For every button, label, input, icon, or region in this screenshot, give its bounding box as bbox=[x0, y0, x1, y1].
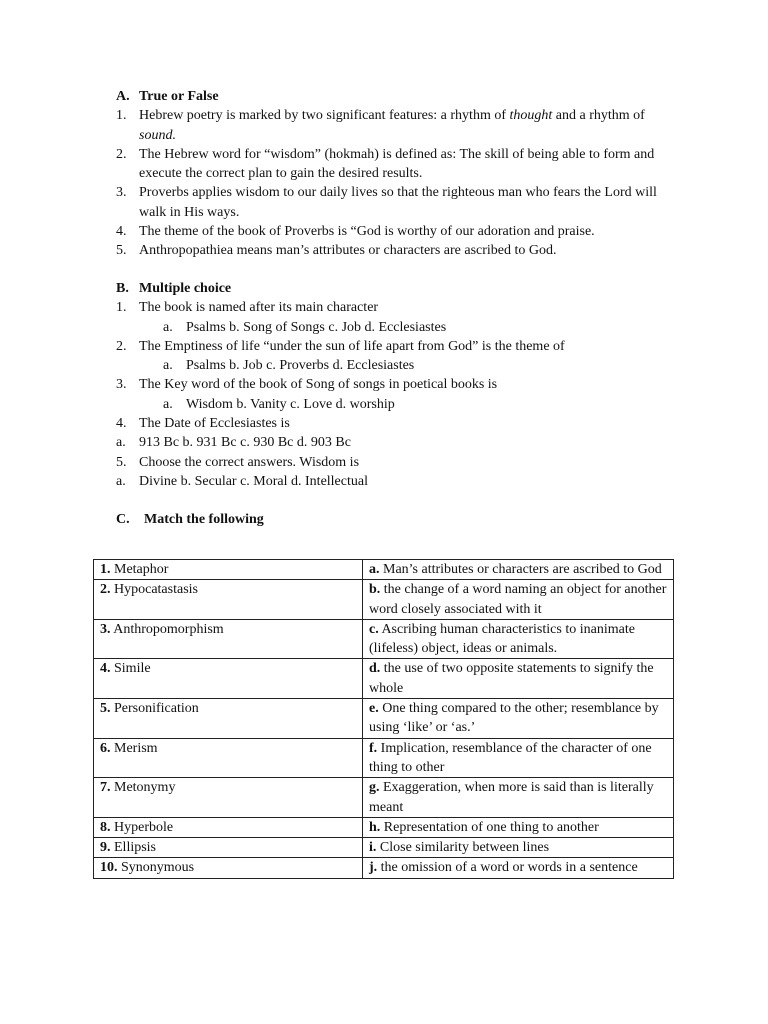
term-cell: 4. Simile bbox=[94, 659, 363, 699]
list-item bbox=[116, 222, 676, 241]
question-text: The Date of Ecclesiastes is bbox=[139, 416, 290, 432]
item-number: 3. bbox=[116, 185, 127, 201]
table-row bbox=[94, 838, 674, 858]
section-heading bbox=[116, 510, 676, 529]
list-item bbox=[116, 241, 676, 260]
section-title: True or False bbox=[139, 89, 219, 104]
section-heading bbox=[116, 87, 676, 106]
definition-cell: j. the omission of a word or words in a sentence bbox=[363, 858, 674, 878]
term-cell: 2. Hypocatastasis bbox=[94, 580, 363, 620]
table-row bbox=[94, 619, 674, 659]
definition-cell: e. One thing compared to the other; resemblance by using ‘like’ or ‘as.’ bbox=[363, 699, 674, 739]
question-text: Choose the correct answers. Wisdom is bbox=[139, 454, 360, 470]
item-text: The Hebrew word for “wisdom” (hokmah) is defined as: The skill of being able to form and execute the correct plan to gain the desired results. bbox=[139, 146, 655, 182]
table-row bbox=[94, 817, 674, 837]
item-text: Hebrew poetry is marked by two significant features: a rhythm of thought and a rhythm of sound. bbox=[139, 108, 645, 143]
item-number: 4. bbox=[116, 416, 127, 432]
term-cell: 1. Metaphor bbox=[94, 560, 363, 580]
table-row bbox=[94, 560, 674, 580]
section-true-false bbox=[116, 87, 676, 261]
term-cell: 10. Synonymous bbox=[94, 858, 363, 878]
table-row bbox=[94, 738, 674, 778]
section-match bbox=[116, 510, 676, 529]
section-title: Multiple choice bbox=[139, 281, 232, 296]
term-cell: 3. Anthropomorphism bbox=[94, 619, 363, 659]
answer-options: a. Wisdom b. Vanity c. Love d. worship bbox=[163, 396, 395, 412]
answer-options: a. Psalms b. Job c. Proverbs d. Ecclesiastes bbox=[163, 358, 415, 374]
match-table bbox=[93, 559, 674, 879]
term-cell: 9. Ellipsis bbox=[94, 838, 363, 858]
item-text: Anthropopathiea means man’s attributes or characters are ascribed to God. bbox=[139, 243, 557, 259]
question-item bbox=[116, 414, 676, 433]
term-cell: 6. Merism bbox=[94, 738, 363, 778]
item-number: 4. bbox=[116, 224, 127, 240]
definition-cell: h. Representation of one thing to another bbox=[363, 817, 674, 837]
question-text: The book is named after its main character bbox=[139, 300, 379, 316]
definition-cell: f. Implication, resemblance of the character of one thing to other bbox=[363, 738, 674, 778]
section-letter: C. bbox=[116, 512, 130, 527]
definition-cell: i. Close similarity between lines bbox=[363, 838, 674, 858]
table-row bbox=[94, 858, 674, 878]
table-row bbox=[94, 778, 674, 818]
section-multiple-choice bbox=[116, 279, 676, 491]
term-cell: 8. Hyperbole bbox=[94, 817, 363, 837]
list-item bbox=[116, 183, 676, 222]
item-number: 5. bbox=[116, 243, 127, 259]
term-cell: 7. Metonymy bbox=[94, 778, 363, 818]
question-text: The Emptiness of life “under the sun of life apart from God” is the theme of bbox=[139, 338, 565, 354]
section-heading bbox=[116, 279, 676, 298]
definition-cell: g. Exaggeration, when more is said than is literally meant bbox=[363, 778, 674, 818]
item-text: Proverbs applies wisdom to our daily lives so that the righteous man who fears the Lord will walk in His ways. bbox=[139, 185, 657, 220]
term-cell: 5. Personification bbox=[94, 699, 363, 739]
item-number: 1. bbox=[116, 300, 127, 316]
item-text: The theme of the book of Proverbs is “God is worthy of our adoration and praise. bbox=[139, 224, 595, 240]
question-item bbox=[116, 453, 676, 472]
item-number: 5. bbox=[116, 454, 127, 470]
section-title: Match the following bbox=[144, 512, 264, 527]
section-letter: B. bbox=[116, 281, 129, 296]
answer-options: a. Psalms b. Song of Songs c. Job d. Ecclesiastes bbox=[163, 319, 447, 335]
list-item bbox=[116, 106, 676, 145]
table-row bbox=[94, 699, 674, 739]
question-item bbox=[116, 375, 676, 394]
question-item bbox=[116, 298, 676, 317]
definition-cell: a. Man’s attributes or characters are ascribed to God bbox=[363, 560, 674, 580]
definition-cell: b. the change of a word naming an object for another word closely associated with it bbox=[363, 580, 674, 620]
table-row bbox=[94, 659, 674, 699]
definition-cell: d. the use of two opposite statements to signify the whole bbox=[363, 659, 674, 699]
item-number: 2. bbox=[116, 146, 127, 162]
section-letter: A. bbox=[116, 89, 130, 104]
list-item bbox=[116, 145, 676, 184]
item-number: 2. bbox=[116, 338, 127, 354]
item-number: 1. bbox=[116, 108, 127, 124]
question-item bbox=[116, 337, 676, 356]
answer-options: a. Divine b. Secular c. Moral d. Intellectual bbox=[116, 473, 368, 489]
definition-cell: c. Ascribing human characteristics to inanimate (lifeless) object, ideas or animals. bbox=[363, 619, 674, 659]
item-number: 3. bbox=[116, 377, 127, 393]
table-row bbox=[94, 580, 674, 620]
question-text: The Key word of the book of Song of songs in poetical books is bbox=[139, 377, 498, 393]
answer-options: a. 913 Bc b. 931 Bc c. 930 Bc d. 903 Bc bbox=[116, 435, 351, 451]
